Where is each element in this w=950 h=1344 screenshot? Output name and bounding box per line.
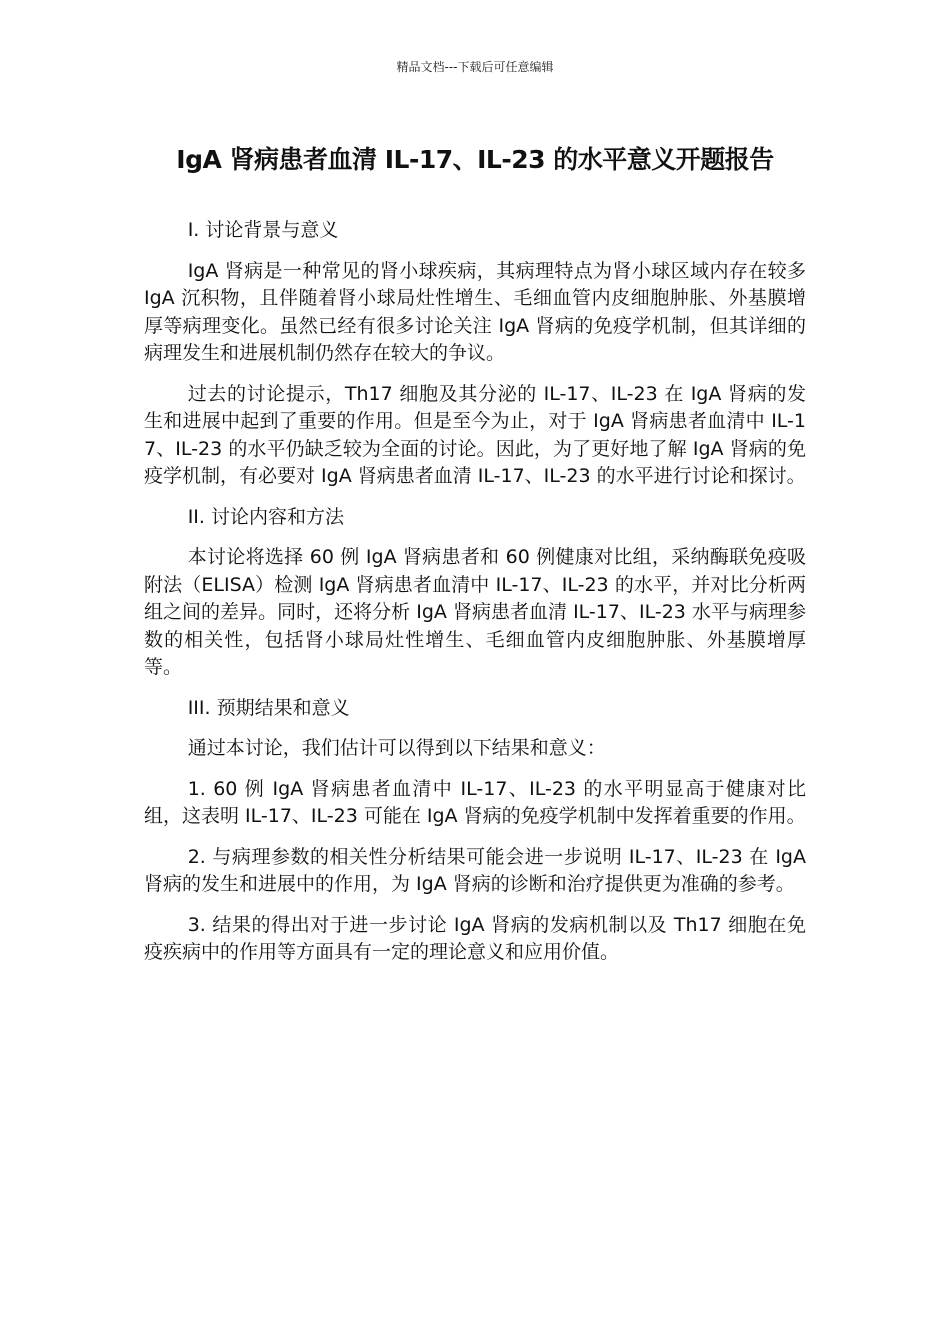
paragraph-background-2: 过去的讨论提示，Th17 细胞及其分泌的 IL-17、IL-23 在 IgA 肾病的发生和进展中起到了重要的作用。但是至今为止，对于 IgA 肾病患者血清中 IL-17、IL-23 的水平仍缺乏较为全面的讨论。因此，为了更好地了解 IgA 肾病的免疫学机制，有必要对 IgA 肾病患者血清 IL-17、IL-23 的水平进行讨论和探讨。 (144, 382, 806, 487)
list-item-result-1: 1. 60 例 IgA 肾病患者血清中 IL-17、IL-23 的水平明显高于健康对比组，这表明 IL-17、IL-23 可能在 IgA 肾病的免疫学机制中发挥着重要的作用。 (144, 777, 806, 827)
section-heading-results: III. 预期结果和意义 (187, 696, 350, 719)
section-heading-background: I. 讨论背景与意义 (187, 219, 339, 241)
document-title: IgA 肾病患者血清 IL-17、IL-23 的水平意义开题报告 (176, 145, 774, 174)
list-item-result-3: 3. 结果的得出对于进一步讨论 IgA 肾病的发病机制以及 Th17 细胞在免疫疾病中的作用等方面具有一定的理论意义和应用价值。 (144, 913, 806, 963)
paragraph-results-intro: 通过本讨论，我们估计可以得到以下结果和意义： (187, 737, 606, 759)
page-header: 精品文档---下载后可任意编辑 (396, 60, 554, 74)
paragraph-methods: 本讨论将选择 60 例 IgA 肾病患者和 60 例健康对比组，采纳酶联免疫吸附法（ELISA）检测 IgA 肾病患者血清中 IL-17、IL-23 的水平，并对比分析两组之间的差异。同时，还将分析 IgA 肾病患者血清 IL-17、IL-23 水平与病理参数的相关性，包括肾小球局灶性增生、毛细血管内皮细胞肿胀、外基膜增厚等。 (144, 546, 806, 678)
paragraph-background-1: IgA 肾病是一种常见的肾小球疾病，其病理特点为肾小球区域内存在较多 IgA 沉积物，且伴随着肾小球局灶性增生、毛细血管内皮细胞肿胀、外基膜增厚等病理变化。虽然已经有很多讨论关注 IgA 肾病的免疫学机制，但其详细的病理发生和进展机制仍然存在较大的争议。 (144, 259, 806, 364)
list-item-result-2: 2. 与病理参数的相关性分析结果可能会进一步说明 IL-17、IL-23 在 IgA 肾病的发生和进展中的作用，为 IgA 肾病的诊断和治疗提供更为准确的参考。 (144, 845, 806, 895)
section-heading-methods: II. 讨论内容和方法 (187, 505, 344, 528)
document-body (144, 217, 806, 980)
